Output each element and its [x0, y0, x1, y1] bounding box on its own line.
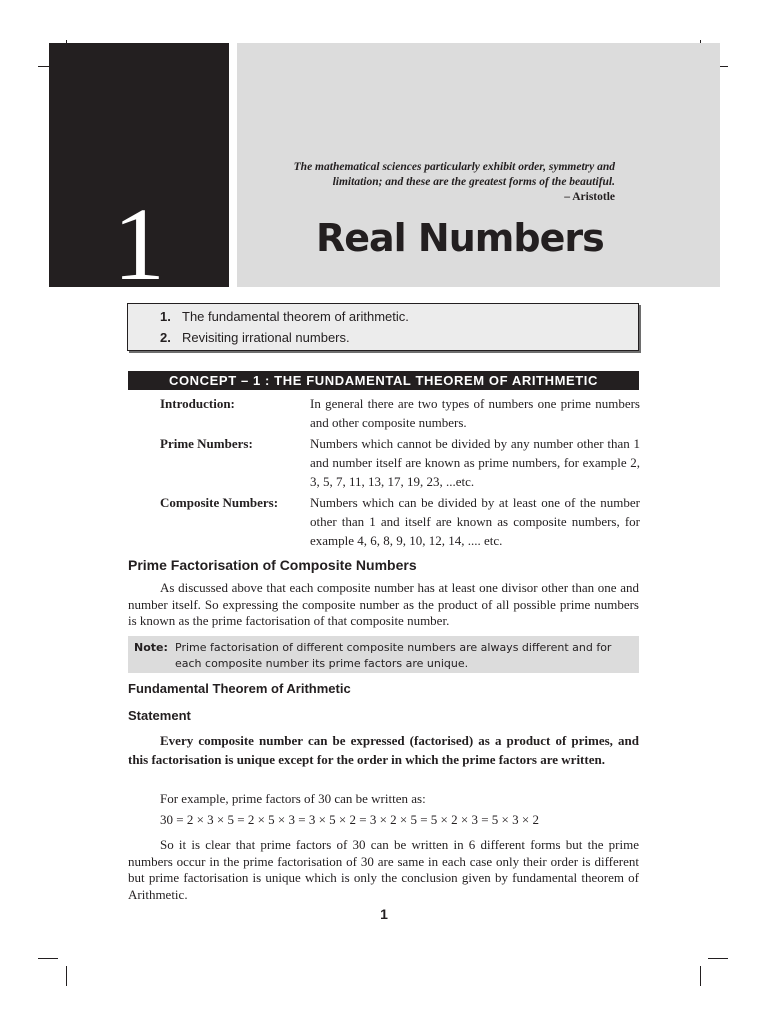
definition-term: Composite Numbers:: [160, 495, 279, 510]
topic-label: The fundamental theorem of arithmetic.: [182, 309, 409, 324]
chapter-title: Real Numbers: [316, 216, 604, 260]
crop-mark: [66, 966, 67, 986]
topic-item: [160, 330, 350, 345]
statement-heading: Statement: [128, 708, 191, 723]
topic-number: 2.: [160, 330, 171, 345]
note-box: [128, 636, 639, 673]
definition-text: Numbers which can be divided by at least one of the number other than 1 and itself are known as composite numbers, for example 4, 6, 8, 9, 10, 12, 14, .... etc.: [310, 495, 640, 548]
epigraph-line: The mathematical sciences particularly exhibit order, symmetry and: [293, 161, 615, 173]
chapter-title-panel: [237, 43, 720, 287]
example-intro: For example, prime factors of 30 can be written as:: [160, 791, 426, 806]
topic-number: 1.: [160, 309, 171, 324]
concept-heading: CONCEPT – 1 : THE FUNDAMENTAL THEOREM OF ARITHMETIC: [128, 371, 639, 390]
topic-label: Revisiting irrational numbers.: [182, 330, 350, 345]
crop-mark: [708, 958, 728, 959]
theorem-statement: Every composite number can be expressed (factorised) as a product of primes, and this factorisation is unique except for the order in which the prime factors are written.: [128, 733, 639, 767]
paragraph: So it is clear that prime factors of 30 can be written in 6 different forms but the prime numbers occur in the prime factorisation of 30 are same in each case only their order is different but prime factorisation is unique which is only the conclusion given by fundamental theorem of Arithmetic.: [128, 837, 639, 902]
chapter-number-block: [49, 43, 229, 302]
crop-mark: [38, 958, 58, 959]
topics-box: [127, 303, 639, 351]
topic-item: [160, 309, 409, 324]
definition-term: Introduction:: [160, 396, 235, 411]
definition-text: Numbers which cannot be divided by any number other than 1 and number itself are known as prime numbers, for example 2, 3, 5, 7, 11, 13, 17, 19, 23, ...etc.: [310, 436, 640, 489]
section-heading: Prime Factorisation of Composite Numbers: [128, 557, 417, 573]
note-text: Prime factorisation of different composite numbers are always different and for each composite number its prime factors are unique.: [175, 641, 612, 670]
section-heading: Fundamental Theorem of Arithmetic: [128, 681, 351, 696]
epigraph-author: – Aristotle: [564, 191, 615, 203]
example-equation: 30 = 2 × 3 × 5 = 2 × 5 × 3 = 3 × 5 × 2 = 3 × 2 × 5 = 5 × 2 × 3 = 5 × 3 × 2: [160, 812, 539, 827]
definition-term: Prime Numbers:: [160, 436, 253, 451]
definition-text: In general there are two types of numbers one prime numbers and other composite numbers.: [310, 396, 640, 430]
epigraph: [255, 160, 615, 205]
paragraph: As discussed above that each composite number has at least one divisor other than one and number itself. So expressing the composite number as the product of all possible prime numbers is known as the prime factorisation of that composite number.: [128, 580, 639, 628]
epigraph-line: limitation; and these are the greatest forms of the beautiful.: [332, 176, 615, 188]
crop-mark: [700, 966, 701, 986]
chapter-number: 1: [113, 187, 165, 302]
page-number: 1: [380, 906, 388, 922]
note-label: Note:: [134, 641, 168, 654]
